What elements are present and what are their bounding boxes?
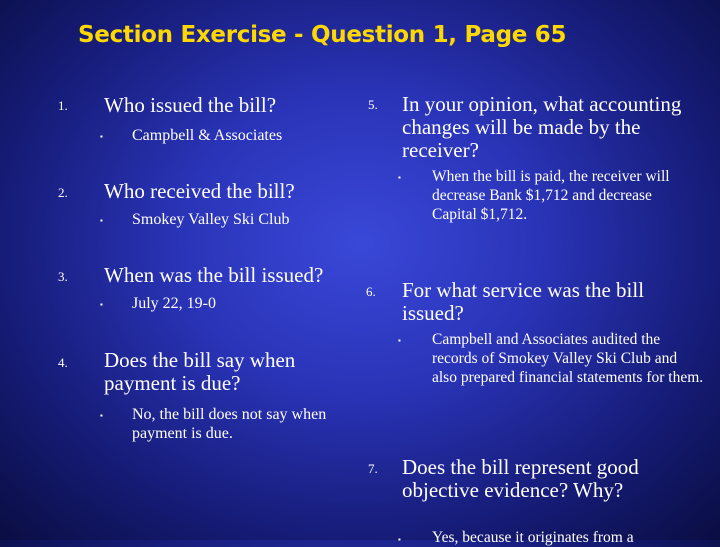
item-5-question: In your opinion, what accounting changes will be made by the receiver? xyxy=(402,92,682,162)
item-3-question: When was the bill issued? xyxy=(104,263,324,287)
item-6-question: For what service was the bill issued? xyxy=(402,278,645,325)
item-7-answer: Yes, because it originates from a xyxy=(432,529,634,546)
item-6-bullet: ▪ xyxy=(398,336,401,345)
item-7-question: Does the bill represent good objective evidence? Why? xyxy=(402,455,639,502)
item-6-answer: Campbell and Associates audited the records of Smokey Valley Ski Club and also prepared financial statements for them. xyxy=(432,331,704,386)
item-7-number: 7. xyxy=(368,461,378,476)
item-5-answer: When the bill is paid, the receiver will decrease Bank $1,712 and decrease Capital $1,712. xyxy=(432,168,670,223)
item-7-bullet: ▪ xyxy=(398,535,401,544)
item-6-number: 6. xyxy=(366,284,376,299)
item-4-number: 4. xyxy=(58,355,68,370)
item-3-number: 3. xyxy=(58,269,68,284)
item-2-question: Who received the bill? xyxy=(104,179,295,203)
item-1-number: 1. xyxy=(58,98,68,113)
item-4-bullet: ▪ xyxy=(100,411,103,420)
item-1-answer: Campbell & Associates xyxy=(132,127,283,144)
slide-title: Section Exercise - Question 1, Page 65 xyxy=(78,22,567,48)
item-3-bullet: ▪ xyxy=(100,300,103,309)
item-5-number: 5. xyxy=(368,97,378,112)
item-4-question: Does the bill say when payment is due? xyxy=(104,348,296,395)
item-5-bullet: ▪ xyxy=(398,173,401,182)
item-2-number: 2. xyxy=(58,185,68,200)
item-3-answer: July 22, 19-0 xyxy=(132,295,216,312)
item-2-bullet: ▪ xyxy=(100,216,103,225)
item-1-question: Who issued the bill? xyxy=(104,93,277,117)
item-4-answer: No, the bill does not say when payment is due. xyxy=(132,406,327,442)
item-1-bullet: ▪ xyxy=(100,132,103,141)
item-2-answer: Smokey Valley Ski Club xyxy=(132,211,290,228)
